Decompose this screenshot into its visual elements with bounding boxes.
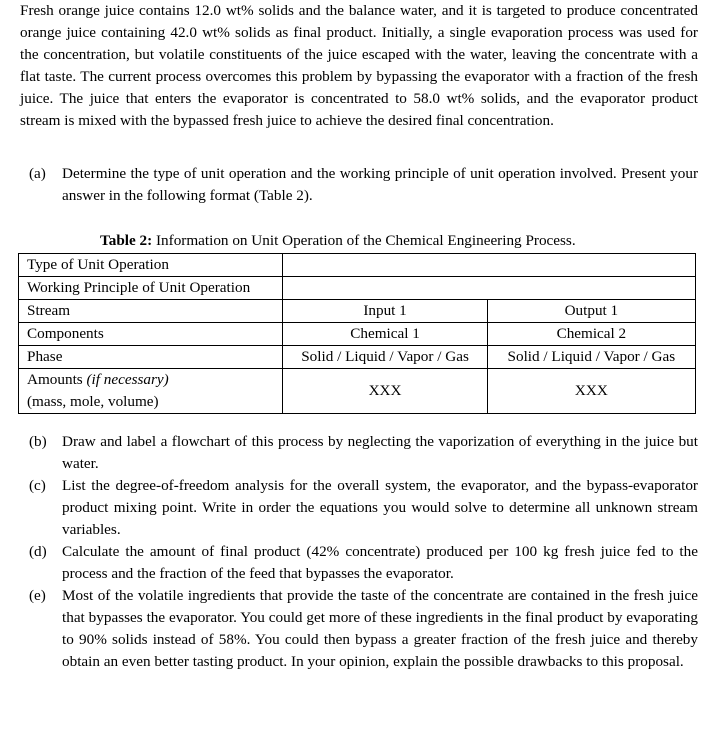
question-b [20, 431, 698, 475]
question-d-text: Calculate the amount of final product (42% concentrate) produced per 100 kg fresh juice fed to the process and the fraction of the feed that bypasses the evaporator. [62, 543, 698, 582]
input-phase: Solid / Liquid / Vapor / Gas [283, 346, 487, 369]
output-header: Output 1 [487, 300, 695, 323]
question-a [20, 163, 698, 207]
table-row-stream [19, 300, 696, 323]
question-c-text: List the degree-of-freedom analysis for the overall system, the evaporator, and the bypass-evaporator product mixing point. Write in order the equations you would solve to determine all unknown stream variables. [62, 477, 698, 538]
question-c [20, 475, 698, 541]
question-d-label: (d) [29, 543, 47, 560]
question-e-label: (e) [29, 587, 46, 604]
input-header: Input 1 [283, 300, 487, 323]
type-of-unit-operation-value [283, 254, 696, 277]
output-phase: Solid / Liquid / Vapor / Gas [487, 346, 695, 369]
amounts-units: (mass, mole, volume) [27, 393, 159, 410]
output-component: Chemical 2 [487, 323, 695, 346]
working-principle-value [283, 277, 696, 300]
intro-paragraph: Fresh orange juice contains 12.0 wt% solids and the balance water, and it is targeted to produce concentrated orange juice containing 42.0 wt% solids as final product. Initially, a single evaporation process was used for the concentration, but volatile constituents of the juice escaped with the water, leaving the concentrate with a flat taste. The current process overcomes this problem by bypassing the evaporator with a fraction of the fresh juice. The juice that enters the evaporator is concentrated to 58.0 wt% solids, and the evaporator product stream is mixed with the bypassed fresh juice to achieve the desired final concentration. [20, 2, 698, 129]
question-d [20, 541, 698, 585]
table-caption-number: Table 2: [100, 232, 153, 249]
output-amount: XXX [487, 369, 695, 414]
question-b-text: Draw and label a flowchart of this process by neglecting the vaporization of everything in the juice but water. [62, 433, 698, 472]
table-row-phase [19, 346, 696, 369]
amounts-note: (if necessary) [86, 371, 169, 388]
question-b-label: (b) [29, 433, 47, 450]
question-a-text: Determine the type of unit operation and the working principle of unit operation involved. Present your answer in the following format (Table 2). [62, 165, 698, 204]
table-row-principle [19, 277, 696, 300]
table-caption-text: Information on Unit Operation of the Chemical Engineering Process. [152, 232, 576, 249]
working-principle-label: Working Principle of Unit Operation [19, 277, 283, 300]
amounts-label: Amounts [27, 371, 83, 388]
question-a-label: (a) [29, 165, 46, 182]
question-e [20, 585, 698, 673]
components-label: Components [19, 323, 283, 346]
input-amount: XXX [283, 369, 487, 414]
question-c-label: (c) [29, 477, 46, 494]
question-e-text: Most of the volatile ingredients that provide the taste of the concentrate are contained in the fresh juice that bypasses the evaporator. You could get more of these ingredients in the final product by evaporating to 90% solids instead of 58%. You could then bypass a greater fraction of the fresh juice and thereby obtain an even better tasting product. In your opinion, explain the possible drawbacks to this proposal. [62, 587, 698, 670]
unit-operation-table [18, 253, 696, 414]
input-component: Chemical 1 [283, 323, 487, 346]
stream-label: Stream [19, 300, 283, 323]
amounts-label-cell [19, 369, 283, 414]
table-caption [100, 230, 660, 252]
table-row-amounts [19, 369, 696, 414]
phase-label: Phase [19, 346, 283, 369]
table-row-type [19, 254, 696, 277]
type-of-unit-operation-label: Type of Unit Operation [19, 254, 283, 277]
table-row-components [19, 323, 696, 346]
